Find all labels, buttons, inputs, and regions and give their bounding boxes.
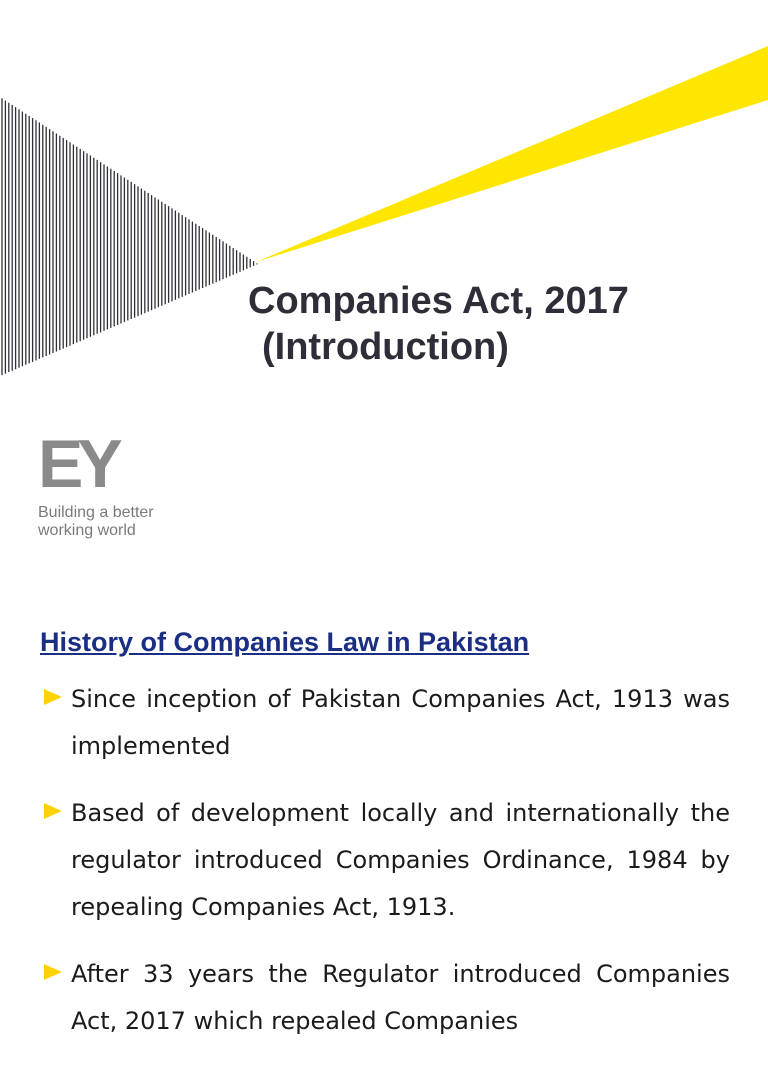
striped-beam xyxy=(2,98,257,375)
bullet-list xyxy=(40,676,730,1065)
bullet-arrow-icon xyxy=(44,803,62,819)
bullet-item xyxy=(40,676,730,770)
ey-tagline-line1: Building a better xyxy=(38,504,154,521)
bullet-arrow-icon xyxy=(44,689,62,705)
bullet-item xyxy=(40,790,730,931)
ey-logo xyxy=(38,426,208,552)
ey-tagline xyxy=(38,504,208,540)
ey-logo-mark: EY xyxy=(38,426,117,502)
ey-tagline-line2: working world xyxy=(38,522,136,539)
section-heading: History of Companies Law in Pakistan xyxy=(40,627,530,657)
slide-title-line2: (Introduction) xyxy=(262,326,509,368)
slide-title-line1: Companies Act, 2017 xyxy=(248,280,629,322)
bullet-arrow-icon xyxy=(44,964,62,980)
bullet-text: After 33 years the Regulator introduced Companies Act, 2017 which repealed Companies xyxy=(71,960,730,1035)
bullet-text: Since inception of Pakistan Companies Act, 1913 was implemented xyxy=(71,685,730,760)
bullet-text: Based of development locally and internationally the regulator introduced Companies Ordinance, 1984 by repealing Companies Act, 1913. xyxy=(71,799,730,921)
slide-title xyxy=(248,278,629,370)
bullet-item xyxy=(40,951,730,1045)
yellow-beam xyxy=(256,46,768,262)
